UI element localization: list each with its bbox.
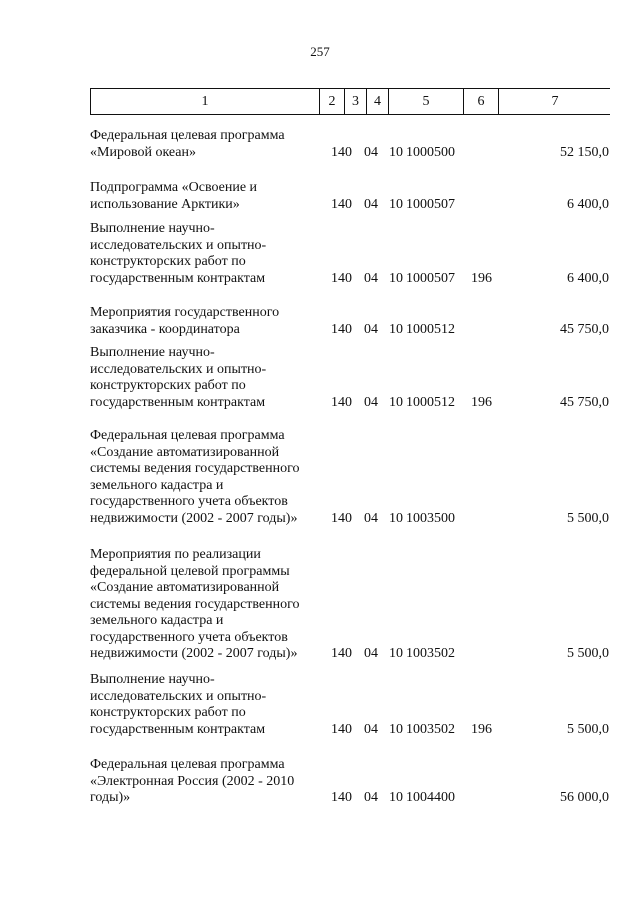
row-name-line: государственным контрактам <box>90 270 266 286</box>
row-name-line: «Мировой океан» <box>90 144 196 160</box>
row-name <box>90 672 326 738</box>
row-name-line: Выполнение научно- <box>90 221 215 236</box>
row-col-7: 5 500,0 <box>567 510 609 526</box>
row-name-line: конструкторских работ по <box>90 705 246 720</box>
row-col-5: 1000500 <box>406 144 455 160</box>
row-name-line: конструкторских работ по <box>90 254 246 269</box>
row-name-line: Выполнение научно- <box>90 672 215 687</box>
row-name-line: «Электронная Россия (2002 - 2010 <box>90 773 295 789</box>
row-name-line: заказчика - координатора <box>90 321 240 337</box>
row-name-line: системы ведения государственного <box>90 596 300 612</box>
row-name-line: Федеральная целевая программа <box>90 428 285 443</box>
row-col-4: 10 <box>389 144 403 160</box>
row-col-3: 04 <box>364 394 378 410</box>
row-name-line: годы)» <box>90 790 131 805</box>
row-name <box>90 180 326 213</box>
row-name-line: Выполнение научно- <box>90 345 215 360</box>
row-col-3: 04 <box>364 144 378 160</box>
row-col-3: 04 <box>364 721 378 737</box>
row-name <box>90 757 326 807</box>
row-name <box>90 221 326 287</box>
header-col-6: 6 <box>463 89 498 114</box>
row-name-line: исследовательских и опытно- <box>90 688 267 704</box>
row-name <box>90 128 326 161</box>
row-name-line: системы ведения государственного <box>90 461 300 476</box>
row-col-4: 10 <box>389 196 403 212</box>
row-name-line: Мероприятия по реализации <box>90 547 261 562</box>
row-name-line: исследовательских и опытно- <box>90 361 267 377</box>
row-col-6: 196 <box>471 394 492 410</box>
row-col-4: 10 <box>389 790 403 805</box>
row-col-4: 10 <box>389 394 403 410</box>
row-name-line: государственного учета объектов <box>90 629 288 645</box>
row-col-2: 140 <box>331 144 352 160</box>
row-col-7: 6 400,0 <box>567 270 609 286</box>
row-col-2: 140 <box>331 321 352 337</box>
row-col-5: 1003502 <box>406 646 455 661</box>
row-col-2: 140 <box>331 270 352 286</box>
table-header <box>90 88 610 115</box>
row-name-line: «Создание автоматизированной <box>90 444 280 460</box>
row-col-2: 140 <box>331 196 352 212</box>
header-col-7: 7 <box>498 89 611 114</box>
row-col-2: 140 <box>331 646 352 661</box>
row-name-line: использование Арктики» <box>90 196 240 212</box>
row-col-3: 04 <box>364 510 378 526</box>
row-name-line: государственным контрактам <box>90 394 266 410</box>
row-name <box>90 547 326 663</box>
row-col-5: 1000507 <box>406 270 455 286</box>
row-col-7: 56 000,0 <box>560 790 609 805</box>
row-col-7: 5 500,0 <box>567 646 609 661</box>
row-name-line: государственным контрактам <box>90 721 266 737</box>
header-col-4: 4 <box>366 89 388 114</box>
row-name-line: недвижимости (2002 - 2007 годы)» <box>90 646 298 661</box>
row-col-3: 04 <box>364 270 378 286</box>
row-col-2: 140 <box>331 394 352 410</box>
row-col-6: 196 <box>471 721 492 737</box>
row-name-line: государственного учета объектов <box>90 494 288 509</box>
row-col-3: 04 <box>364 790 378 805</box>
row-name-line: земельного кадастра и <box>90 477 224 493</box>
header-col-5: 5 <box>388 89 463 114</box>
row-col-4: 10 <box>389 321 403 337</box>
row-col-3: 04 <box>364 321 378 337</box>
row-col-4: 10 <box>389 721 403 737</box>
row-col-3: 04 <box>364 646 378 661</box>
row-col-7: 45 750,0 <box>560 394 609 410</box>
row-name-line: Подпрограмма «Освоение и <box>90 180 258 195</box>
row-col-5: 1000512 <box>406 394 455 410</box>
row-col-5: 1003500 <box>406 510 455 526</box>
row-col-5: 1004400 <box>406 790 455 805</box>
row-name-line: федеральной целевой программы <box>90 563 290 579</box>
row-col-5: 1000507 <box>406 196 455 212</box>
row-name-line: недвижимости (2002 - 2007 годы)» <box>90 510 298 526</box>
row-col-4: 10 <box>389 510 403 526</box>
row-col-2: 140 <box>331 721 352 737</box>
row-name-line: «Создание автоматизированной <box>90 580 280 595</box>
header-col-1: 1 <box>201 93 209 109</box>
row-col-5: 1000512 <box>406 321 455 337</box>
row-name-line: Мероприятия государственного <box>90 305 280 320</box>
row-col-7: 5 500,0 <box>567 721 609 737</box>
row-col-4: 10 <box>389 270 403 286</box>
row-name-line: конструкторских работ по <box>90 378 246 393</box>
row-name-line: Федеральная целевая программа <box>90 757 285 772</box>
row-name-line: земельного кадастра и <box>90 613 224 628</box>
row-col-2: 140 <box>331 510 352 526</box>
page-number: 257 <box>310 44 330 59</box>
row-col-6: 196 <box>471 270 492 286</box>
row-col-5: 1003502 <box>406 721 455 737</box>
row-name <box>90 428 326 527</box>
row-col-7: 45 750,0 <box>560 321 609 337</box>
row-name <box>90 305 326 338</box>
header-col-2: 2 <box>319 89 344 114</box>
row-name-line: исследовательских и опытно- <box>90 237 267 253</box>
header-col-3: 3 <box>344 89 366 114</box>
row-name <box>90 345 326 411</box>
row-col-3: 04 <box>364 196 378 212</box>
row-col-7: 6 400,0 <box>567 196 609 212</box>
row-col-2: 140 <box>331 790 352 805</box>
row-col-4: 10 <box>389 646 403 661</box>
row-col-7: 52 150,0 <box>560 144 609 160</box>
row-name-line: Федеральная целевая программа <box>90 128 285 143</box>
